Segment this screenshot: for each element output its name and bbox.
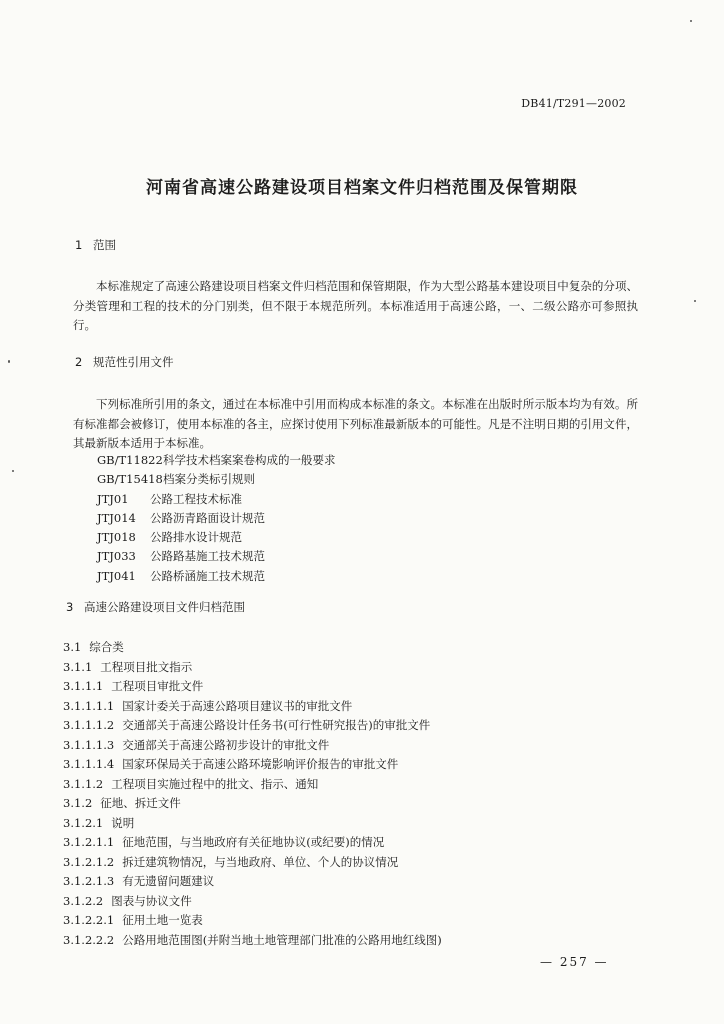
outline-text: 工程项目批文指示	[100, 659, 193, 674]
reference-item	[97, 547, 336, 566]
reference-title: 公路排水设计规范	[150, 530, 242, 545]
reference-item	[97, 567, 336, 586]
outline-item	[63, 677, 442, 697]
outline-item	[63, 658, 442, 678]
reference-item	[97, 490, 336, 509]
outline-item	[63, 931, 442, 951]
outline-number: 3.1.2.2.2	[63, 932, 115, 947]
section-1-number: 1	[75, 238, 83, 252]
reference-item	[97, 509, 336, 528]
page-number: — 257 —	[540, 955, 609, 969]
reference-code: JTJ018	[97, 530, 136, 545]
outline-number: 3.1.1	[63, 659, 93, 674]
reference-code: JTJ01	[97, 491, 129, 506]
reference-title: 公路沥青路面设计规范	[150, 510, 265, 525]
outline-number: 3.1.2.1.3	[63, 874, 115, 888]
outline-text: 国家环保局关于高速公路环境影响评价报告的审批文件	[122, 757, 399, 771]
outline-item	[63, 775, 442, 795]
outline-number: 3.1.2.1	[63, 815, 104, 830]
outline-number: 3.1.1.1.1	[63, 698, 115, 713]
scan-speck	[694, 300, 696, 302]
outline-text: 交通部关于高速公路设计任务书(可行性研究报告)的审批文件	[122, 718, 431, 732]
reference-code: JTJ014	[97, 510, 136, 525]
reference-title: 公路路基施工技术规范	[150, 549, 265, 564]
outline-text: 综合类	[89, 640, 124, 654]
outline-text: 拆迁建筑物情况，与当地政府、单位、个人的协议情况	[122, 854, 399, 869]
scan-speck	[690, 20, 692, 22]
section-3-title: 高速公路建设项目文件归档范围	[84, 600, 245, 614]
outline-text: 公路用地范围图(并附当地土地管理部门批准的公路用地红线图)	[122, 932, 442, 947]
outline-number: 3.1.2.1.1	[63, 835, 115, 849]
outline-text: 交通部关于高速公路初步设计的审批文件	[122, 737, 330, 752]
scan-speck	[12, 470, 14, 472]
reference-code: JTJ033	[97, 549, 136, 564]
outline-item	[63, 736, 442, 756]
reference-title: 公路桥涵施工技术规范	[150, 568, 265, 583]
outline-number: 3.1.2.1.2	[63, 854, 115, 869]
section-2-paragraph: 下列标准所引用的条文，通过在本标准中引用而构成本标准的条文。本标准在出版时所示版本均为有效。所有标准都会被修订，使用本标准的各主，应探讨使用下列标准最新版本的可能性。凡是不注明日期的引用文件，其最新版本适用于本标准。	[73, 397, 638, 450]
outline-text: 工程项目审批文件	[111, 679, 204, 693]
section-2-heading	[75, 353, 174, 372]
section-3-number: 3	[66, 600, 74, 614]
outline-number: 3.1.2.2.1	[63, 913, 115, 927]
outline-item	[63, 716, 442, 736]
reference-code: JTJ041	[97, 568, 136, 583]
outline-number: 3.1.1.1.3	[63, 737, 115, 752]
outline-item	[63, 911, 442, 931]
reference-code: GB/T15418	[97, 472, 163, 487]
outline-item	[63, 833, 442, 853]
outline-text: 国家计委关于高速公路项目建议书的审批文件	[122, 698, 353, 713]
standard-code: DB41/T291—2002	[521, 97, 626, 110]
section-2-number: 2	[75, 355, 83, 369]
section-3-heading	[66, 598, 245, 617]
reference-list	[97, 451, 336, 586]
outline-item	[63, 892, 442, 912]
outline-number: 3.1.1.2	[63, 776, 104, 791]
outline-text: 说明	[111, 815, 135, 830]
scan-speck	[8, 360, 10, 363]
outline-item	[63, 872, 442, 892]
outline-number: 3.1.1.1.4	[63, 757, 115, 771]
outline-text: 图表与协议文件	[111, 893, 192, 908]
reference-item	[97, 470, 336, 489]
outline-number: 3.1.1.1.2	[63, 718, 115, 732]
outline-text: 征用土地一览表	[122, 913, 203, 927]
outline-item	[63, 755, 442, 775]
outline-text: 有无遗留问题建议	[122, 874, 215, 888]
section-3-outline	[63, 638, 442, 950]
outline-item	[63, 853, 442, 873]
section-2-title: 规范性引用文件	[93, 355, 174, 369]
outline-text: 征地范围，与当地政府有关征地协议(或纪要)的情况	[122, 835, 385, 849]
outline-item	[63, 638, 442, 658]
reference-title: 档案分类标引规则	[163, 472, 255, 487]
section-1-heading	[75, 236, 116, 255]
outline-number: 3.1.2	[63, 796, 93, 810]
section-1-paragraph: 本标准规定了高速公路建设项目档案文件归档范围和保管期限，作为大型公路基本建设项目中复杂的分项、分类管理和工程的技术的分门别类，但不限于本规范所列。本标准适用于高速公路，一、二级公路亦可参照执行。	[73, 279, 638, 332]
outline-number: 3.1.1.1	[63, 679, 104, 693]
outline-number: 3.1.2.2	[63, 893, 104, 908]
outline-item	[63, 794, 442, 814]
outline-number: 3.1	[63, 640, 82, 654]
outline-text: 征地、拆迁文件	[100, 796, 181, 810]
outline-item	[63, 814, 442, 834]
outline-text: 工程项目实施过程中的批文、指示、通知	[111, 776, 319, 791]
document-title: 河南省高速公路建设项目档案文件归档范围及保管期限	[146, 178, 578, 198]
reference-title: 科学技术档案案卷构成的一般要求	[163, 453, 336, 467]
outline-item	[63, 697, 442, 717]
reference-title: 公路工程技术标准	[150, 491, 242, 506]
reference-item	[97, 451, 336, 470]
section-1-title: 范围	[93, 238, 116, 252]
reference-item	[97, 528, 336, 547]
reference-code: GB/T11822	[97, 453, 163, 467]
